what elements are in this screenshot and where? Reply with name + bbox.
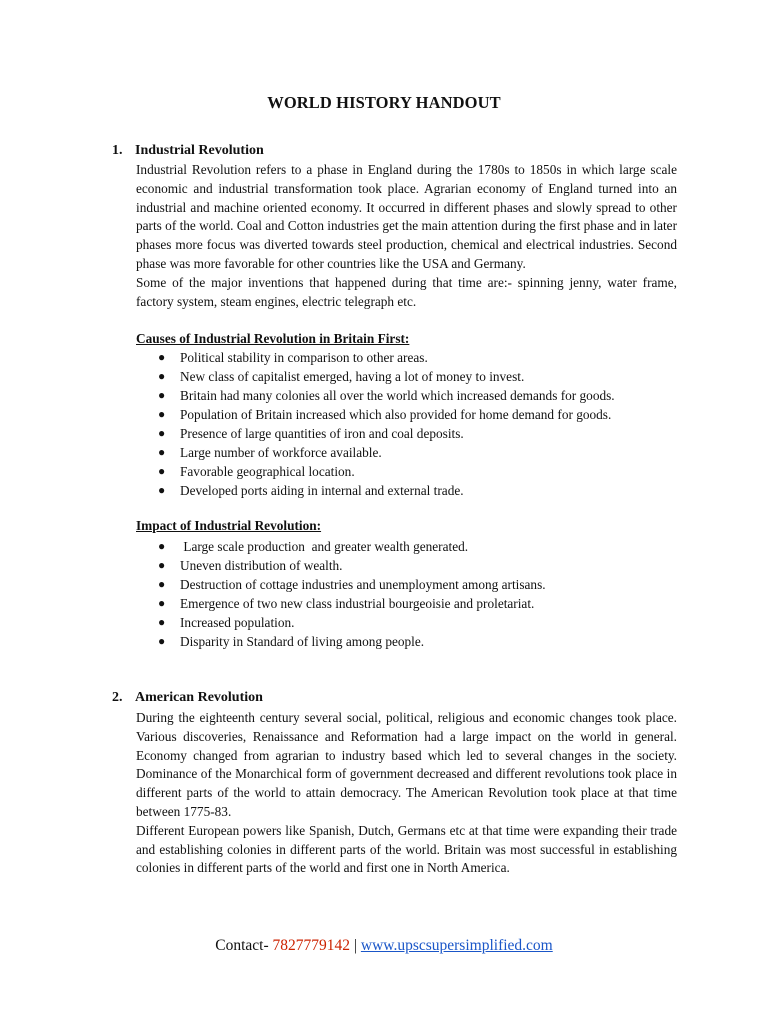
paragraph: Different European powers like Spanish, Dutch, Germans etc at that time were expanding their trade and establishing colonies in different parts of the world. Britain was most successful in establishing colonies in different parts of the world and first one in North America.	[136, 822, 677, 876]
bullet-icon: ●	[158, 596, 166, 610]
bullet-icon: ●	[158, 445, 166, 459]
contact-phone: 7827779142	[272, 937, 351, 954]
bullet-icon: ●	[158, 388, 166, 402]
bullet-icon: ●	[158, 407, 166, 421]
section-title: Industrial Revolution	[135, 143, 264, 158]
list-item: ● Presence of large quantities of iron and coal deposits.	[158, 426, 464, 441]
bullet-icon: ●	[158, 539, 166, 553]
section-number: 2.	[112, 690, 123, 705]
bullet-icon: ●	[158, 426, 166, 440]
causes-list	[158, 348, 615, 500]
section-heading-american-revolution	[112, 690, 263, 706]
list-item: ● Developed ports aiding in internal and external trade.	[158, 483, 464, 498]
list-item: ● New class of capitalist emerged, having a lot of money to invest.	[158, 369, 525, 384]
section-heading-industrial-revolution	[112, 143, 264, 159]
contact-label: Contact-	[215, 937, 269, 954]
list-item: ● Britain had many colonies all over the world which increased demands for goods.	[158, 388, 615, 403]
causes-heading: Causes of Industrial Revolution in Britain First:	[136, 331, 410, 346]
list-item: ● Destruction of cottage industries and unemployment among artisans.	[158, 577, 546, 592]
bullet-icon: ●	[158, 369, 166, 383]
bullet-icon: ●	[158, 464, 166, 478]
section-number: 1.	[112, 143, 123, 158]
list-item: ● Large number of workforce available.	[158, 445, 382, 460]
footer-separator: |	[353, 937, 357, 954]
section-body-american-revolution	[136, 709, 677, 878]
bullet-icon: ●	[158, 634, 166, 648]
impact-heading: Impact of Industrial Revolution:	[136, 518, 322, 533]
bullet-icon: ●	[158, 483, 166, 497]
section-body-industrial-revolution	[136, 161, 677, 311]
bullet-icon: ●	[158, 350, 166, 364]
list-item: ● Disparity in Standard of living among people.	[158, 634, 425, 649]
page-title: WORLD HISTORY HANDOUT	[267, 93, 501, 112]
list-item: ● Increased population.	[158, 615, 295, 630]
list-item: ● Uneven distribution of wealth.	[158, 558, 343, 573]
section-title: American Revolution	[135, 690, 263, 705]
paragraph: During the eighteenth century several social, political, religious and economic changes took place. Various discoveries, Renaissance and Reformation had a large impact on the world in general. Economy changed from agrarian to industry based which led to several changes in the society. Dominance of the Monarchical form of government decreased and different revolutions took place in different parts of the world to attain democracy. The American Revolution took place at that time between 1775-83.	[136, 710, 677, 819]
website-link[interactable]: www.upscsupersimplified.com	[360, 937, 553, 954]
paragraph: Industrial Revolution refers to a phase in England during the 1780s to 1850s in which large scale economic and industrial transformation took place. Agrarian economy of England turned into an industrial and machine oriented economy. It occurred in different phases and slowly spread to other parts of the world. Coal and Cotton industries get the main attention during the first phase and in later phases more focus was diverted towards steel production, chemical and electrical industries. Second phase was more favorable for other countries like the USA and Germany.	[136, 162, 677, 271]
bullet-icon: ●	[158, 558, 166, 572]
bullet-icon: ●	[158, 615, 166, 629]
list-item: ● Political stability in comparison to other areas.	[158, 350, 428, 365]
bullet-icon: ●	[158, 577, 166, 591]
paragraph: Some of the major inventions that happened during that time are:- spinning jenny, water frame, factory system, steam engines, electric telegraph etc.	[136, 274, 677, 309]
footer-contact	[0, 937, 768, 955]
list-item: ● Large scale production and greater wealth generated.	[158, 539, 469, 554]
list-item: ● Population of Britain increased which also provided for home demand for goods.	[158, 407, 612, 422]
list-item: ● Favorable geographical location.	[158, 464, 355, 479]
impact-list	[158, 537, 546, 651]
list-item: ● Emergence of two new class industrial bourgeoisie and proletariat.	[158, 596, 535, 611]
